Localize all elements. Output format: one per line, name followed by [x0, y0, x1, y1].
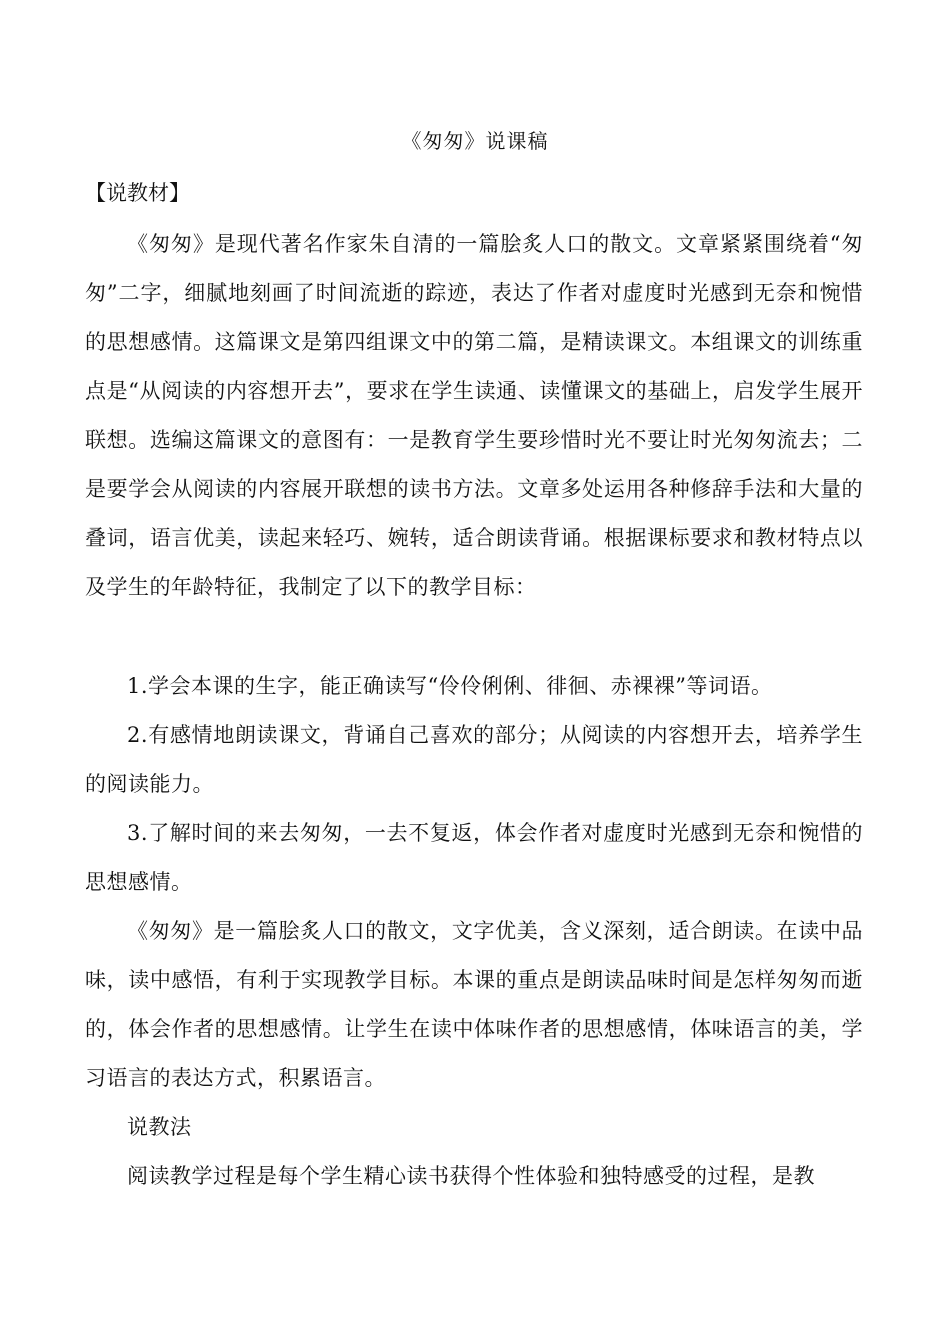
- key-points-paragraph: 《匆匆》是一篇脍炙人口的散文，文字优美，含义深刻，适合朗读。在读中品味，读中感悟，有利于实现教学目标。本课的重点是朗读品味时间是怎样匆匆而逝的，体会作者的思想感情。让学生在读中体味作者的思想感情，体味语言的美，学习语言的表达方式，积累语言。: [85, 919, 863, 1090]
- document-title: 《匆匆》说课稿: [401, 129, 549, 153]
- teaching-goal-2: 2.有感情地朗读课文，背诵自己喜欢的部分；从阅读的内容想开去，培养学生的阅读能力。: [85, 723, 863, 796]
- intro-paragraph: 《匆匆》是现代著名作家朱自清的一篇脍炙人口的散文。文章紧紧围绕着“匆匆”二字，细腻地刻画了时间流逝的踪迹，表达了作者对虚度时光感到无奈和惋惜的思想感情。这篇课文是第四组课文中的第二篇，是精读课文。本组课文的训练重点是“从阅读的内容想开去”，要求在学生读通、读懂课文的基础上，启发学生展开联想。选编这篇课文的意图有：一是教育学生要珍惜时光不要让时光匆匆流去；二是要学会从阅读的内容展开联想的读书方法。文章多处运用各种修辞手法和大量的叠词，语言优美，读起来轻巧、婉转，适合朗读背诵。根据课标要求和教材特点以及学生的年龄特征，我制定了以下的教学目标：: [85, 232, 863, 599]
- teaching-goal-1: 1.学会本课的生字，能正确读写“伶伶俐俐、徘徊、赤裸裸”等词语。: [127, 674, 773, 698]
- method-paragraph: 阅读教学过程是每个学生精心读书获得个性体验和独特感受的过程，是教: [127, 1164, 815, 1188]
- section-heading-textbook: 【说教材】: [85, 181, 190, 205]
- teaching-goal-3: 3.了解时间的来去匆匆，一去不复返，体会作者对虚度时光感到无奈和惋惜的思想感情。: [85, 821, 863, 894]
- method-heading: 说教法: [127, 1115, 192, 1139]
